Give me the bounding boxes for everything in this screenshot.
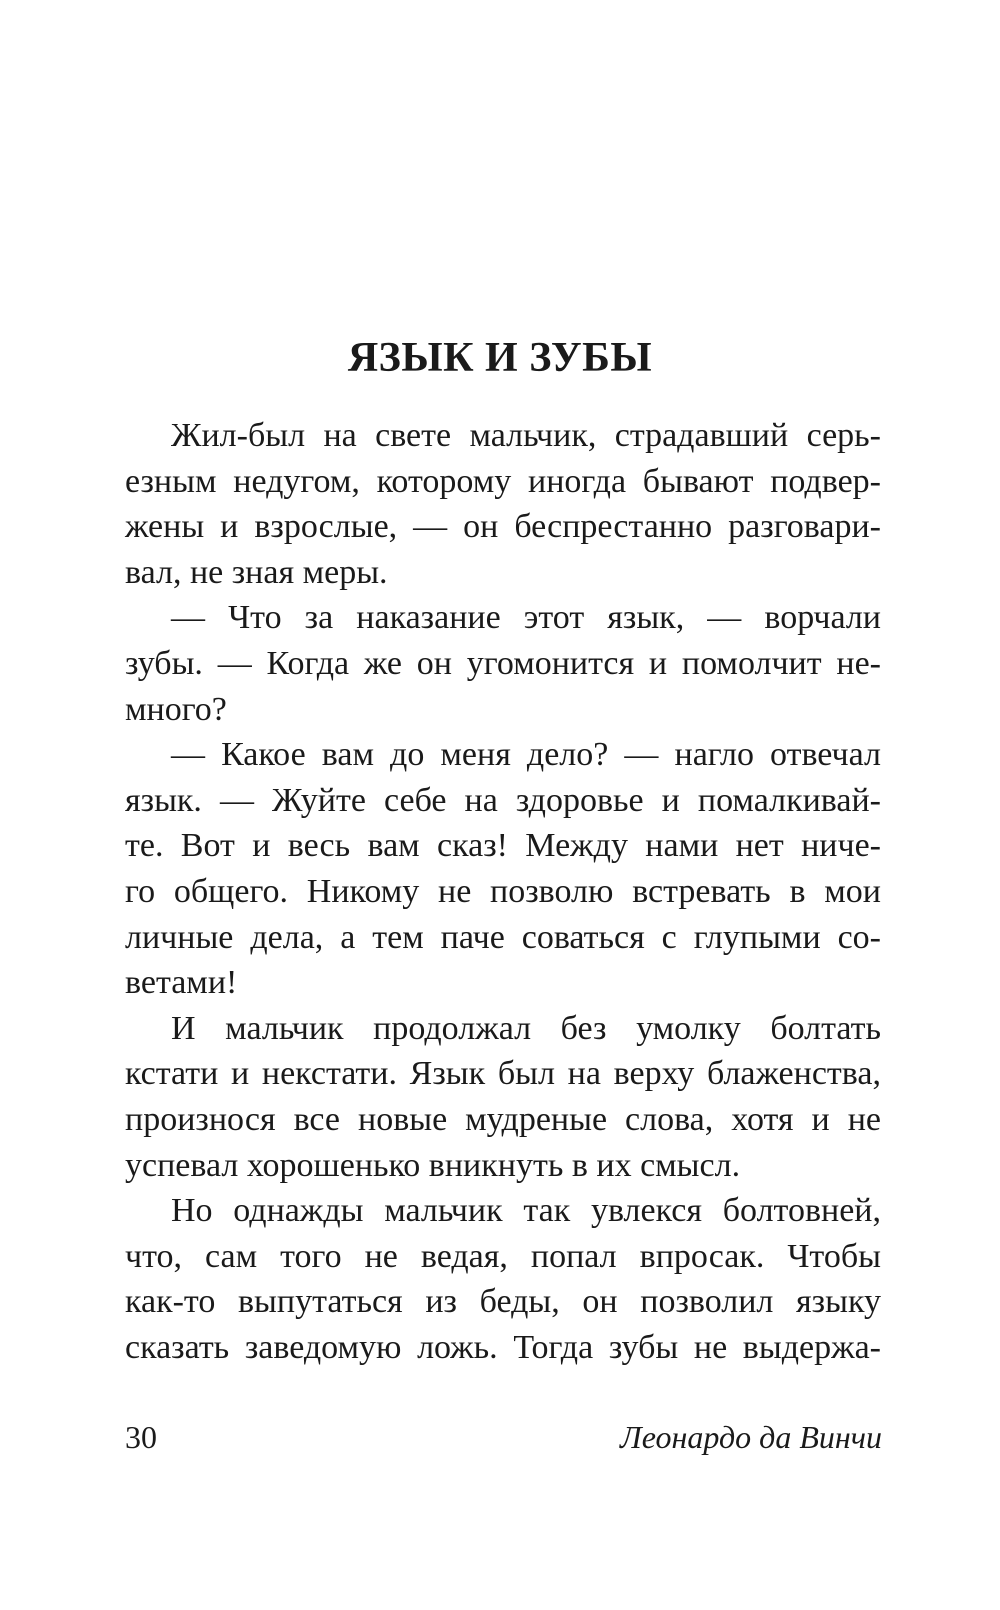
text-line: го общего. Никому не позволю встревать в мои bbox=[125, 872, 881, 910]
text-line: успевал хорошенько вникнуть в их смысл. bbox=[125, 1146, 741, 1184]
text-line: зубы. — Когда же он угомонится и помолчит не- bbox=[125, 644, 881, 682]
text-line: личные дела, а тем паче соваться с глупыми со- bbox=[125, 918, 881, 956]
text-line: сказать заведомую ложь. Тогда зубы не выдержа- bbox=[125, 1328, 881, 1366]
text-line: Жил-был на свете мальчик, страдавший серь- bbox=[171, 417, 881, 454]
text-line: как-то выпутаться из беды, он позволил языку bbox=[125, 1283, 881, 1321]
text-line: что, сам того не ведая, попал впросак. Чтобы bbox=[125, 1237, 881, 1275]
page-number: 30 bbox=[125, 1419, 157, 1455]
text-line: езным недугом, которому иногда бывают подвер- bbox=[125, 462, 881, 500]
text-line: Но однажды мальчик так увлекся болтовней, bbox=[171, 1192, 881, 1230]
text-line: — Что за наказание этот язык, — ворчали bbox=[171, 599, 881, 637]
text-line: И мальчик продолжал без умолку болтать bbox=[171, 1009, 881, 1047]
text-line: вал, не зная меры. bbox=[125, 553, 388, 591]
text-line: произнося все новые мудреные слова, хотя и не bbox=[125, 1100, 881, 1138]
text-line: — Какое вам до меня дело? — нагло отвечал bbox=[171, 736, 881, 774]
text-line: много? bbox=[125, 690, 227, 728]
body-text bbox=[125, 413, 881, 1370]
text-line: те. Вот и весь вам сказ! Между нами нет ниче- bbox=[125, 827, 881, 865]
chapter-title: ЯЗЫК И ЗУБЫ bbox=[347, 335, 653, 381]
text-line: жены и взрослые, — он беспрестанно разговари- bbox=[125, 508, 881, 546]
text-line: язык. — Жуйте себе на здоровье и помалкивай- bbox=[125, 781, 881, 819]
text-line: кстати и некстати. Язык был на верху блаженства, bbox=[125, 1055, 881, 1093]
text-line: ветами! bbox=[125, 964, 238, 1002]
running-footer-author: Леонардо да Винчи bbox=[620, 1419, 882, 1455]
